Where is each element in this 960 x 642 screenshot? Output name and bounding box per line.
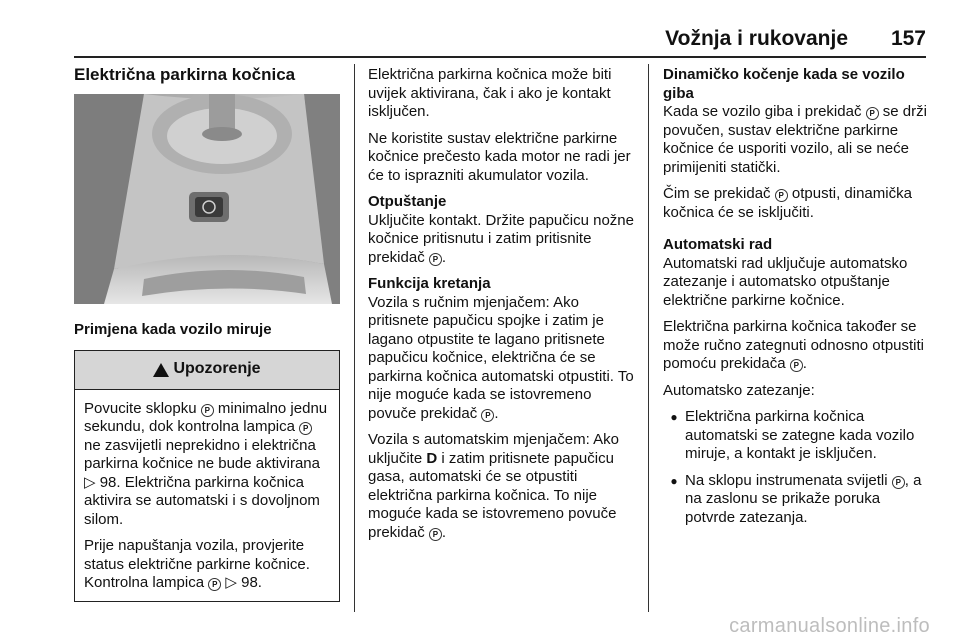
text: 98. Električna parkirna kočnica aktivira se automatski i s dovoljnom silom. bbox=[84, 473, 320, 528]
parking-brake-icon: P bbox=[429, 528, 442, 541]
column-3 bbox=[663, 66, 929, 535]
parking-brake-icon: P bbox=[892, 476, 905, 489]
text: Električna parkirna kočnica automatski se zategne kada vozilo miruje, a kontakt je isključen. bbox=[685, 408, 915, 462]
list-item bbox=[663, 408, 929, 464]
text: Na sklopu instrumenata svijetli bbox=[685, 471, 892, 489]
column-divider bbox=[354, 64, 355, 612]
parking-brake-icon: P bbox=[208, 578, 221, 591]
gear-d: D bbox=[426, 449, 438, 467]
warning-header bbox=[75, 351, 339, 390]
header-rule bbox=[74, 56, 926, 58]
paragraph: Ne koristite sustav električne parkirne kočnice prečesto kada motor ne radi jer će to isprazniti akumulator vozila. bbox=[368, 129, 631, 184]
page-ref-icon: ▷ bbox=[225, 574, 242, 591]
text: otpusti, dinamička kočnica će se isključiti. bbox=[663, 185, 912, 221]
text: Kada se vozilo giba i prekidač bbox=[663, 103, 866, 120]
text: Električna parkirna kočnica također se može ručno zategnuti odnosno otpustiti pomoću prekidača bbox=[663, 318, 924, 372]
warning-paragraph bbox=[84, 400, 330, 530]
text: Uključite kontakt. Držite papučicu nožne kočnice pritisnutu i zatim pritisnite prekidač bbox=[368, 211, 634, 266]
page-number: 157 bbox=[890, 27, 926, 50]
page-header bbox=[74, 27, 926, 57]
text: Čim se prekidač bbox=[663, 185, 775, 202]
parking-brake-icon: P bbox=[299, 422, 312, 435]
column-2 bbox=[368, 66, 634, 550]
parking-brake-icon: P bbox=[481, 409, 494, 422]
parking-brake-icon: P bbox=[790, 359, 803, 372]
text: minimalno jednu sekundu, dok kontrolna lampica bbox=[84, 399, 328, 435]
text: Povucite sklopku bbox=[84, 399, 201, 417]
subheading: Automatski rad bbox=[663, 236, 773, 253]
section-title: Električna parkirna kočnica bbox=[74, 65, 296, 84]
paragraph bbox=[663, 103, 929, 177]
parking-brake-icon: P bbox=[866, 107, 879, 120]
console-illustration bbox=[74, 94, 340, 304]
text: i zatim pritisnete papučicu gasa, automatski će se otpustiti električna parkirna kočnica. To nije moguće kada se istovremeno povuče prekidač bbox=[368, 449, 617, 541]
text: Vozila s automatskim mjenjačem: Ako uključite bbox=[368, 431, 619, 467]
warning-icon bbox=[153, 363, 169, 377]
warning-body bbox=[75, 390, 339, 601]
text: , a na zaslonu se prikaže poruka potvrde zatezanja. bbox=[685, 471, 922, 526]
paragraph: Električna parkirna kočnica također se može ručno zategnuti odnosno otpustiti pomoću prekidača P . bbox=[663, 318, 924, 372]
text: se drži povučen, sustav električne parkirne kočnice će usporiti vozilo, ali se neće primijeniti statički. bbox=[663, 103, 927, 176]
watermark: carmanualsonline.info bbox=[729, 615, 930, 637]
paragraph bbox=[663, 185, 929, 222]
header-title: Vožnja i rukovanje bbox=[665, 27, 848, 50]
paragraph: Automatski rad uključuje automatsko zatezanje i automatsko otpuštanje električne parkirne kočnice. bbox=[663, 254, 908, 309]
subheading: Funkcija kretanja bbox=[368, 275, 491, 292]
text: 98. bbox=[241, 574, 262, 591]
subheading: Otpuštanje bbox=[368, 193, 447, 210]
paragraph: Uključite kontakt. Držite papučicu nožne kočnice pritisnutu i zatim pritisnite prekidač P . bbox=[368, 211, 634, 266]
bullet-icon: ● bbox=[670, 410, 678, 424]
warning-title: Upozorenje bbox=[173, 360, 261, 378]
warning-box bbox=[74, 350, 340, 602]
column-1 bbox=[74, 66, 340, 602]
text: Vozila s ručnim mjenjačem: Ako pritisnete papučicu spojke i zatim je lagano otpustite te lagano pritisnete papučicu kočnice, električna će se parkirna kočnica automatski otpustiti. To nije moguće kada se istovremeno povuče prekidač bbox=[368, 293, 634, 422]
paragraph: Vozila s ručnim mjenjačem: Ako pritisnete papučicu spojke i zatim je lagano otpustite te lagano pritisnete papučicu kočnice, električna će se parkirna kočnica automatski otpustiti. To nije moguće kada se istovremeno povuče prekidač P . bbox=[368, 293, 634, 422]
parking-brake-icon: P bbox=[429, 253, 442, 266]
column-divider bbox=[648, 64, 649, 612]
paragraph: Električna parkirna kočnica može biti uvijek aktivirana, čak i ako je kontakt isključen. bbox=[368, 66, 612, 120]
paragraph: Vozila s automatskim mjenjačem: Ako uključite D i zatim pritisnete papučicu gasa, automatski će se otpustiti električna parkirna kočnica. To nije moguće kada se istovremeno povuče prekidač P . bbox=[368, 431, 619, 541]
text bbox=[685, 472, 929, 528]
parking-brake-icon: P bbox=[201, 404, 214, 417]
subheading: Dinamičko kočenje kada se vozilo giba bbox=[663, 66, 905, 102]
list-item bbox=[663, 472, 929, 528]
parking-brake-icon: P bbox=[775, 189, 788, 202]
page-ref-icon: ▷ bbox=[84, 473, 100, 491]
paragraph: Automatsko zatezanje: bbox=[663, 381, 815, 399]
warning-paragraph bbox=[84, 537, 330, 593]
figure-caption: Primjena kada vozilo miruje bbox=[74, 321, 272, 338]
text: Prije napuštanja vozila, provjerite status električne parkirne kočnice. Kontrolna lampica bbox=[84, 537, 310, 591]
text: ne zasvijetli neprekidno i električna parkirna kočnice ne bude aktivirana bbox=[84, 436, 320, 472]
bullet-icon: ● bbox=[670, 473, 678, 488]
